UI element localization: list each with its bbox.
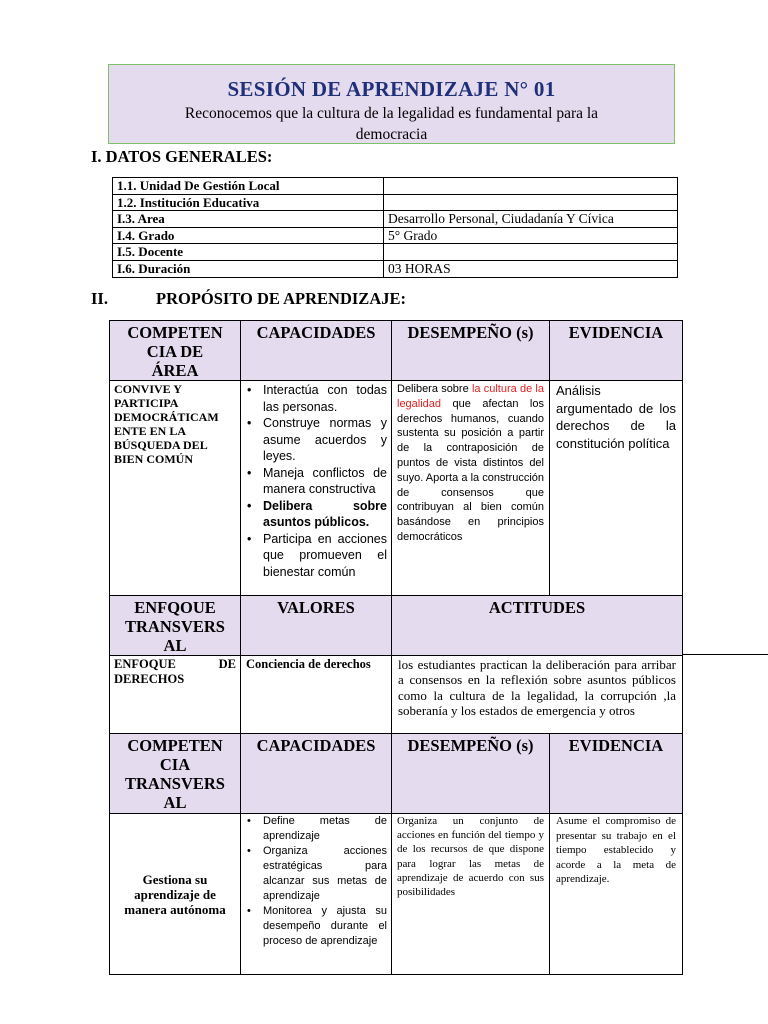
datos-key: I.5. Docente	[113, 244, 384, 261]
datos-value: 5° Grado	[384, 227, 678, 244]
section-datos-generales-title: I. DATOS GENERALES:	[91, 147, 273, 166]
competencia-area-cell: CONVIVE Y PARTICIPA DEMOCRÁTICAM ENTE EN LA BÚSQUEDA DEL BIEN COMÚN	[110, 381, 241, 596]
session-subtitle-line2: democracia	[355, 126, 428, 143]
list-item: • Participa en acciones que promueven el bienestar común	[241, 531, 387, 581]
list-item: • Construye normas y asume acuerdos y leyes.	[241, 415, 387, 465]
divider-line	[682, 654, 768, 655]
desempeno-text-start: Delibera sobre	[397, 383, 472, 395]
header-enfoque-transversal: ENFQOUE TRANSVERS AL	[110, 596, 241, 656]
table-header-row	[110, 321, 683, 381]
table-row	[113, 227, 678, 244]
list-item: • Define metas de aprendizaje	[241, 814, 387, 844]
proposito-table	[109, 320, 683, 975]
datos-key: 1.1. Unidad De Gestión Local	[113, 178, 384, 195]
table-row	[113, 244, 678, 261]
datos-value	[384, 244, 678, 261]
desempeno-highlight: la cultura de la legalidad	[397, 383, 544, 410]
session-title: SESIÓN DE APRENDIZAJE N° 01	[227, 77, 556, 101]
header-competencia-area: COMPETEN CIA DE ÁREA	[110, 321, 241, 381]
list-item: • Maneja conflictos de manera constructiva	[241, 465, 387, 498]
session-subtitle-line1: Reconocemos que la cultura de la legalidad es fundamental para la	[184, 105, 599, 122]
competencia-transversal-cell: Gestiona su aprendizaje de manera autónoma	[110, 814, 241, 975]
datos-key: I.6. Duración	[113, 260, 384, 277]
list-item: • Delibera sobre asuntos públicos.	[241, 498, 387, 531]
table-row	[110, 814, 683, 975]
header-evidencia: EVIDENCIA	[550, 321, 683, 381]
section-proposito-title: PROPÓSITO DE APRENDIZAJE:	[156, 289, 406, 308]
evidencia-transversal-cell: Asume el compromiso de presentar su trabajo en el tiempo establecido y acorde a la meta de aprendizaje.	[550, 814, 683, 975]
evidencia-cell: Análisis argumentado de los derechos de la constitución política	[550, 381, 683, 596]
desempeno-transversal-cell: Organiza un conjunto de acciones en función del tiempo y de los recursos de que dispone para lograr las metas de aprendizaje de acuerdo con sus posibilidades	[392, 814, 550, 975]
enfoque-cell: ENFOQUE DE DERECHOS	[110, 656, 241, 734]
datos-value: 03 HORAS	[384, 260, 678, 277]
datos-value: Desarrollo Personal, Ciudadanía Y Cívica	[384, 211, 678, 228]
table-row	[110, 381, 683, 596]
header-evidencia-transversal: EVIDENCIA	[550, 734, 683, 814]
table-header-row	[110, 734, 683, 814]
header-competencia-transversal: COMPETEN CIA TRANSVERS AL	[110, 734, 241, 814]
session-title-box	[108, 64, 675, 144]
capacidades-transversal-cell	[241, 814, 392, 975]
list-item: • Interactúa con todas las personas.	[241, 382, 387, 415]
desempeno-text-end: que afectan los derechos humanos, cuando sustenta su posición a partir de la contraposición de puntos de vista distintos del suyo. Aporta a la construcción de consensos que contribuyan al bien común basándose en principios democráticos	[397, 397, 544, 543]
datos-generales-table	[112, 177, 678, 278]
datos-key: I.3. Area	[113, 211, 384, 228]
list-item: • Organiza acciones estratégicas para alcanzar sus metas de aprendizaje	[241, 844, 387, 904]
section-proposito-number: II.	[91, 289, 108, 308]
table-row	[110, 656, 683, 734]
datos-value	[384, 178, 678, 195]
table-row	[113, 178, 678, 195]
header-capacidades-transversal: CAPACIDADES	[241, 734, 392, 814]
list-item: • Monitorea y ajusta su desempeño durante el proceso de aprendizaje	[241, 904, 387, 949]
table-header-row	[110, 596, 683, 656]
datos-key: 1.2. Institución Educativa	[113, 194, 384, 211]
desempeno-cell	[392, 381, 550, 596]
valores-cell: Conciencia de derechos	[241, 656, 392, 734]
datos-value	[384, 194, 678, 211]
header-desempeno: DESEMPEÑO (s)	[392, 321, 550, 381]
capacidades-cell	[241, 381, 392, 596]
header-desempeno-transversal: DESEMPEÑO (s)	[392, 734, 550, 814]
actitudes-cell: los estudiantes practican la deliberación para arribar a consensos en la reflexión sobre asuntos públicos como la cultura de la legalidad, la corrupción ,la soberanía y los estados de emergencia y otros	[392, 656, 683, 734]
table-row	[113, 194, 678, 211]
datos-key: I.4. Grado	[113, 227, 384, 244]
header-valores: VALORES	[241, 596, 392, 656]
header-capacidades: CAPACIDADES	[241, 321, 392, 381]
header-actitudes: ACTITUDES	[392, 596, 683, 656]
table-row	[113, 260, 678, 277]
table-row	[113, 211, 678, 228]
